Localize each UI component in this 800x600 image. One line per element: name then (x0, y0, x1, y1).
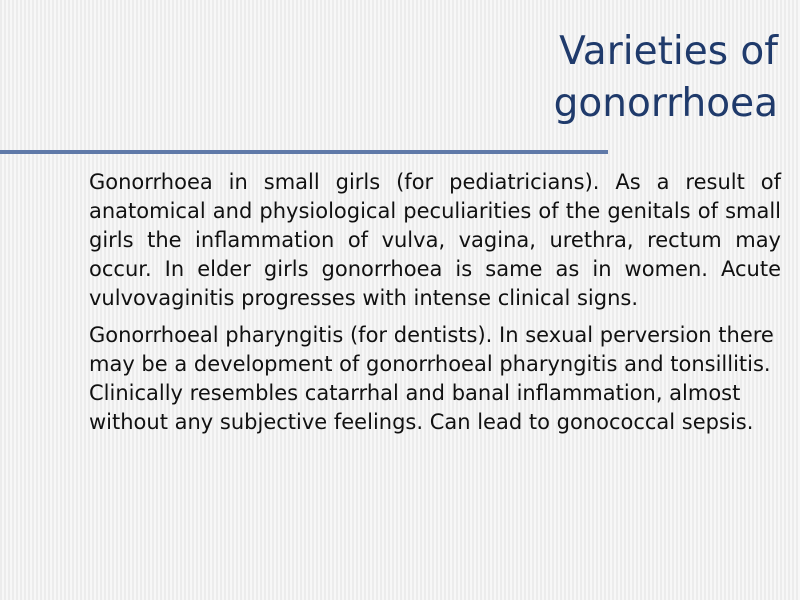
title-line-1: Varieties of (559, 29, 778, 74)
title-line-2: gonorrhoea (553, 81, 778, 126)
slide-body (89, 168, 781, 445)
paragraph-pharyngitis: Gonorrhoeal pharyngitis (for dentists). In sexual perversion there may be a development of gonorrhoeal pharyngitis and tonsillitis. Clinically resembles catarrhal and banal inflammation, almost without any subjective feelings. Can lead to gonococcal sepsis. (89, 323, 774, 434)
slide-title (178, 26, 778, 130)
title-divider (0, 150, 608, 154)
paragraph-girls: Gonorrhoea in small girls (for pediatricians). As a result of anatomical and physiological peculiarities of the genitals of small girls the inflammation of vulva, vagina, urethra, rectum may occur. In elder girls gonorrhoea is same as in women. Acute vulvovaginitis progresses with intense clinical signs. (89, 170, 781, 310)
